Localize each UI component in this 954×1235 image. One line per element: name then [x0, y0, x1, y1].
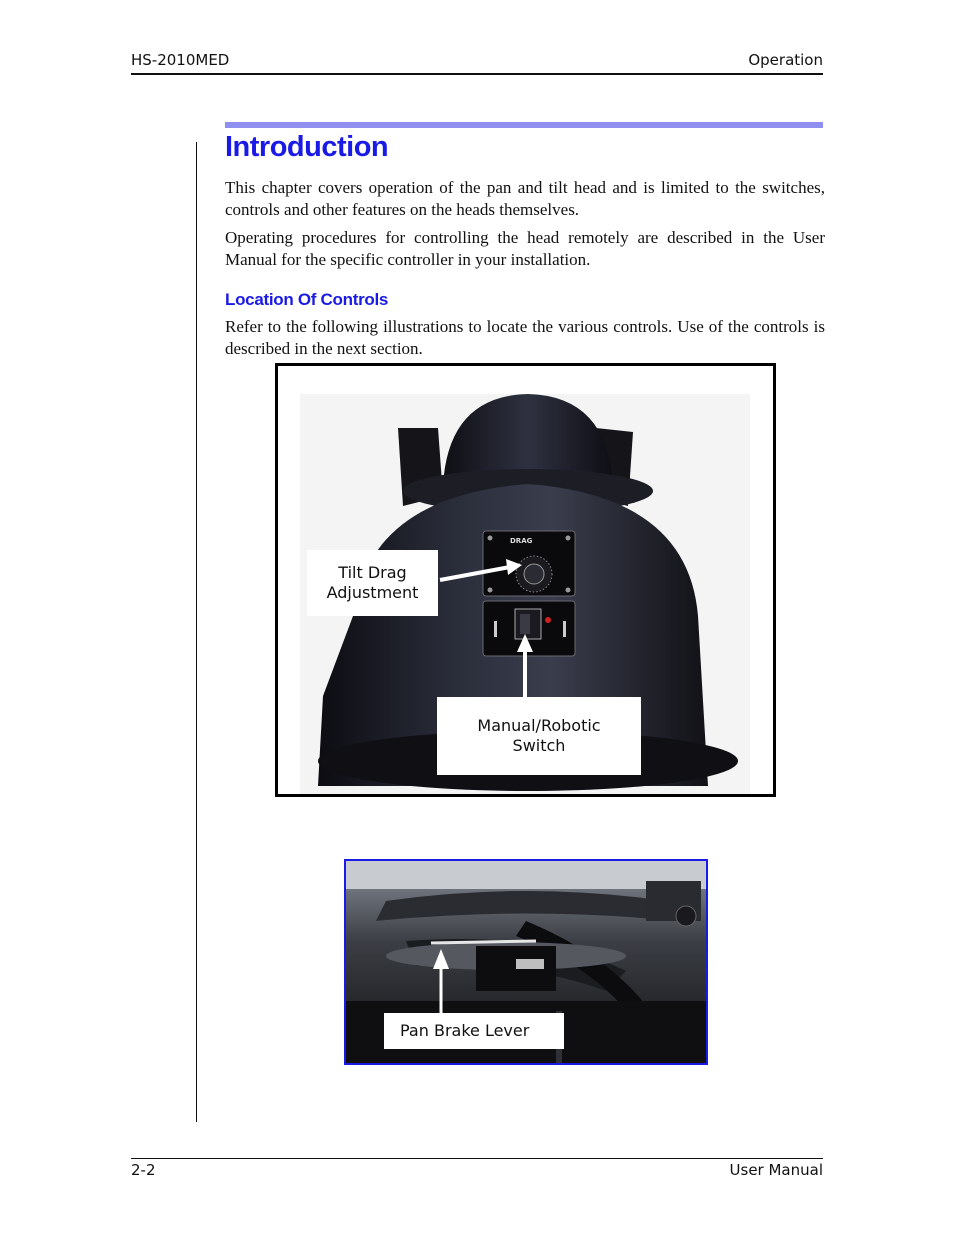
footer-manual-name: User Manual [729, 1161, 823, 1179]
callout-pan-brake-lever [384, 1013, 564, 1049]
callout-tilt-drag-line2: Adjustment [326, 583, 419, 602]
footer-rule [131, 1158, 823, 1159]
header-rule [131, 73, 823, 75]
title-rule [225, 122, 823, 128]
footer-page-number: 2-2 [131, 1161, 156, 1179]
intro-paragraph-2: Operating procedures for controlling the head remotely are described in the User Manual for the specific controller in your installation. [225, 228, 825, 269]
controls-paragraph: Refer to the following illustrations to locate the various controls. Use of the controls is described in the next section. [225, 317, 825, 358]
callout-pan-brake-text: Pan Brake Lever [400, 1021, 530, 1040]
callout-tilt-drag-line1: Tilt Drag [338, 563, 407, 582]
header-product: HS-2010MED [131, 51, 230, 69]
running-header [131, 51, 823, 69]
running-footer [131, 1161, 823, 1179]
callout-manual-robotic-switch [437, 697, 641, 775]
header-chapter: Operation [748, 51, 823, 69]
section-title: Introduction [225, 131, 389, 163]
callout-switch-line2: Switch [512, 736, 566, 755]
callout-switch-line1: Manual/Robotic [477, 716, 601, 735]
callout-tilt-drag [307, 550, 438, 616]
dial-label: DRAG [510, 537, 533, 545]
intro-paragraph-1: This chapter covers operation of the pan and tilt head and is limited to the switches, controls and other features on the heads themselves. [225, 178, 825, 219]
change-bar [196, 142, 197, 1122]
subsection-title: Location Of Controls [225, 290, 389, 309]
